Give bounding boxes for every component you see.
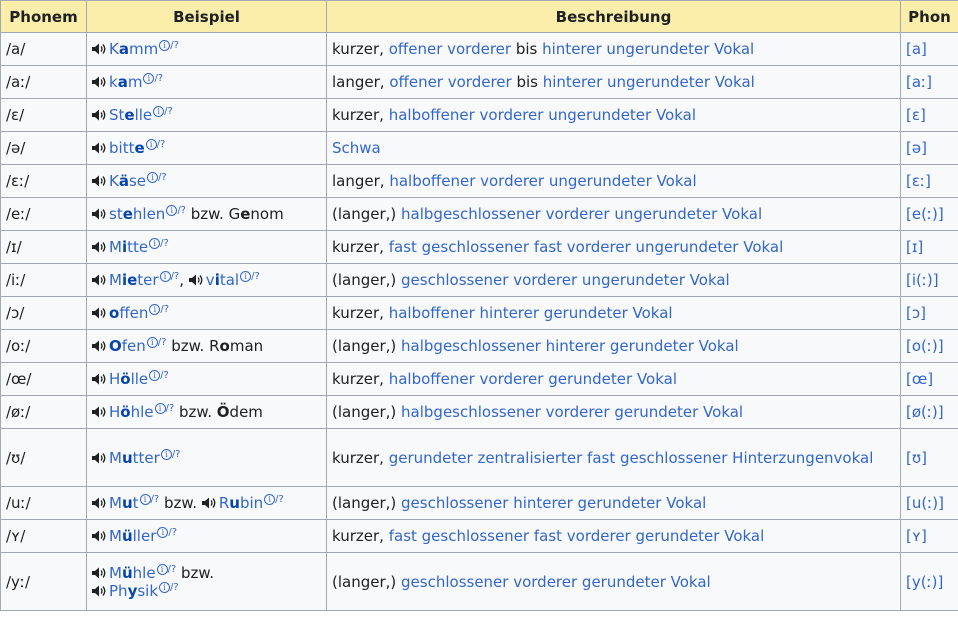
example-suffix: mm <box>128 40 159 58</box>
desc-link[interactable]: halboffener vorderer ungerundeter Vokal <box>388 106 697 124</box>
example-suffix: lle <box>134 106 153 124</box>
table-row <box>1 363 958 396</box>
desc-link[interactable]: Schwa <box>332 139 381 157</box>
speaker-icon[interactable] <box>92 109 107 121</box>
desc-link[interactable]: halboffener vorderer gerundeter Vokal <box>388 370 678 388</box>
phon-cell[interactable]: [ɛː] <box>901 165 958 198</box>
table-row <box>1 396 958 429</box>
example-link[interactable] <box>109 582 158 600</box>
example-vowel: u <box>229 494 240 512</box>
example-prefix: M <box>109 238 122 256</box>
speaker-icon[interactable] <box>92 340 107 352</box>
help-link[interactable]: /? <box>156 139 166 150</box>
plain-example <box>217 403 263 421</box>
phonem-cell: /œ/ <box>1 363 87 396</box>
beschreibung-cell <box>327 132 901 165</box>
example-link[interactable] <box>109 337 146 355</box>
speaker-icon[interactable] <box>92 307 107 319</box>
example-suffix: ter <box>137 271 159 289</box>
beschreibung-cell <box>327 330 901 363</box>
example-suffix: nom <box>250 205 284 223</box>
audio-marks <box>157 564 177 575</box>
example-vowel: i <box>214 271 220 289</box>
example-link[interactable] <box>109 403 154 421</box>
beschreibung-cell <box>327 487 901 520</box>
example-link[interactable] <box>109 304 148 322</box>
example-vowel: y <box>127 581 138 600</box>
example-suffix: se <box>128 172 147 190</box>
beispiel-cell <box>87 66 327 99</box>
desc-link[interactable]: halbgeschlossener hinterer gerundeter Vokal <box>401 337 739 355</box>
phonem-cell: /ʊ/ <box>1 429 87 487</box>
table-row <box>1 198 958 231</box>
example-link[interactable] <box>109 449 160 467</box>
desc-link[interactable]: halboffener hinterer gerundeter Vokal <box>388 304 673 322</box>
example-vowel: e <box>240 205 251 223</box>
desc-link[interactable]: fast geschlossener fast vorderer ungerundeter Vokal <box>388 238 784 256</box>
beschreibung-cell <box>327 99 901 132</box>
phon-cell[interactable]: [aː] <box>901 66 958 99</box>
phon-cell[interactable]: [ɪ] <box>901 231 958 264</box>
beispiel-cell <box>87 297 327 330</box>
speaker-icon[interactable] <box>92 497 107 509</box>
example-vowel: e <box>134 139 145 157</box>
example-prefix: G <box>228 205 241 223</box>
example-vowel: ü <box>121 563 133 582</box>
info-icon[interactable]: i <box>166 205 177 216</box>
beschreibung-cell <box>327 363 901 396</box>
info-icon[interactable]: i <box>143 73 154 84</box>
beispiel-cell <box>87 33 327 66</box>
table-body <box>1 33 958 611</box>
help-link[interactable]: /? <box>171 448 181 460</box>
speaker-icon[interactable] <box>92 43 107 55</box>
header-beispiel: Beispiel <box>87 1 327 33</box>
desc-text: (langer,) <box>332 572 402 591</box>
example-prefix: H <box>109 403 121 421</box>
beispiel-cell <box>87 363 327 396</box>
beispiel-cell <box>87 330 327 363</box>
phonem-cell: /ɛː/ <box>1 165 87 198</box>
example-prefix: k <box>109 73 118 91</box>
desc-text: kurzer, <box>332 238 389 256</box>
example-prefix: K <box>109 40 119 58</box>
audio-marks <box>149 370 169 381</box>
beispiel-cell <box>87 487 327 520</box>
desc-text: (langer,) <box>332 205 402 223</box>
desc-text: kurzer, <box>332 304 389 322</box>
desc-text: (langer,) <box>332 403 402 421</box>
info-icon[interactable]: i <box>149 304 160 315</box>
plain-example <box>229 205 284 223</box>
info-icon[interactable]: i <box>149 238 160 249</box>
info-icon[interactable]: i <box>155 403 166 414</box>
beschreibung-cell <box>327 396 901 429</box>
example-link[interactable] <box>109 73 142 91</box>
beispiel-cell <box>87 520 327 553</box>
audio-marks <box>147 337 167 348</box>
desc-link[interactable]: halboffener vorderer ungerundeter Vokal <box>389 172 697 190</box>
example-link[interactable] <box>109 172 146 190</box>
example-suffix: lle <box>130 370 149 388</box>
example-suffix: ffen <box>119 304 149 322</box>
speaker-icon[interactable] <box>92 567 107 579</box>
help-link[interactable]: /? <box>251 271 260 282</box>
desc-text: kurzer, <box>332 370 389 388</box>
speaker-icon[interactable] <box>92 208 107 220</box>
audio-marks <box>157 527 177 538</box>
desc-link[interactable]: offener vorderer <box>389 73 512 91</box>
connector-text: bzw. <box>186 205 229 223</box>
beispiel-cell <box>87 264 327 297</box>
table-row <box>1 553 958 611</box>
speaker-icon[interactable] <box>92 76 107 88</box>
beispiel-cell <box>87 198 327 231</box>
phonem-cell: /ɪ/ <box>1 231 87 264</box>
help-link[interactable]: /? <box>165 403 175 414</box>
audio-marks <box>143 73 163 84</box>
example-suffix: fen <box>121 337 146 355</box>
example-suffix: m <box>127 73 143 91</box>
help-link[interactable]: /? <box>170 581 179 593</box>
example-prefix: M <box>109 527 122 545</box>
audio-marks <box>264 494 284 505</box>
example-prefix: Ph <box>109 581 128 600</box>
beschreibung-cell <box>327 264 901 297</box>
example-prefix: v <box>205 271 215 289</box>
header-phonem: Phonem <box>1 1 87 33</box>
info-icon[interactable]: i <box>160 271 171 282</box>
phonem-cell: /ʏ/ <box>1 520 87 553</box>
table-row <box>1 99 958 132</box>
example-vowel: e <box>122 205 133 223</box>
help-link[interactable]: /? <box>154 73 164 84</box>
phonem-cell: /a/ <box>1 33 87 66</box>
example-vowel: ü <box>121 527 133 545</box>
connector-text: bzw. <box>176 563 215 582</box>
phonem-cell: /yː/ <box>1 553 87 611</box>
info-icon[interactable]: i <box>264 494 275 505</box>
example-suffix: tal <box>219 271 240 289</box>
example-suffix: hle <box>130 403 154 421</box>
desc-text: bis <box>511 73 543 91</box>
speaker-icon[interactable] <box>92 373 107 385</box>
table-row <box>1 66 958 99</box>
info-icon[interactable]: i <box>140 494 151 505</box>
example-prefix: M <box>109 563 122 582</box>
phonem-cell: /øː/ <box>1 396 87 429</box>
beispiel-cell <box>87 231 327 264</box>
example-prefix: M <box>109 494 122 512</box>
table-row <box>1 429 958 487</box>
info-icon[interactable]: i <box>153 106 164 117</box>
info-icon[interactable]: i <box>240 271 251 282</box>
audio-marks <box>161 449 181 460</box>
speaker-icon[interactable] <box>202 497 217 509</box>
plain-example <box>209 337 263 355</box>
example-suffix: ller <box>132 527 157 545</box>
header-row <box>1 1 958 33</box>
example-suffix: tter <box>132 448 160 467</box>
phon-cell[interactable]: [a] <box>901 33 958 66</box>
help-link[interactable]: /? <box>158 172 167 183</box>
desc-link[interactable]: geschlossener vorderer ungerundeter Vokal <box>401 271 730 289</box>
example-suffix: tte <box>127 238 149 256</box>
beispiel-cell <box>87 165 327 198</box>
example-prefix: St <box>109 106 125 124</box>
desc-text: kurzer, <box>332 448 389 467</box>
example-link[interactable] <box>109 564 156 582</box>
desc-link[interactable]: fast geschlossener fast vorderer gerundeter Vokal <box>388 527 765 545</box>
info-icon[interactable]: i <box>159 40 170 51</box>
help-link[interactable]: /? <box>157 337 167 348</box>
desc-text: (langer,) <box>332 337 402 355</box>
phon-cell[interactable]: [y(ː)] <box>901 553 958 611</box>
audio-marks <box>149 304 169 315</box>
speaker-icon[interactable] <box>92 406 107 418</box>
phon-cell[interactable]: [e(ː)] <box>901 198 958 231</box>
speaker-icon[interactable] <box>92 452 107 464</box>
desc-text: langer, <box>332 172 390 190</box>
phonem-cell: /eː/ <box>1 198 87 231</box>
table-row <box>1 264 958 297</box>
header-beschreibung: Beschreibung <box>327 1 901 33</box>
phonem-cell: /ə/ <box>1 132 87 165</box>
info-icon[interactable]: i <box>149 370 160 381</box>
help-link[interactable]: /? <box>160 370 169 381</box>
phon-cell[interactable]: [i(ː)] <box>901 264 958 297</box>
example-link[interactable] <box>219 494 263 512</box>
info-icon[interactable]: i <box>161 449 172 460</box>
desc-link[interactable]: geschlossener vorderer gerundeter Vokal <box>401 572 711 591</box>
audio-marks <box>149 238 169 249</box>
table-row <box>1 165 958 198</box>
phon-cell[interactable]: [ʏ] <box>901 520 958 553</box>
example-prefix: st <box>109 205 123 223</box>
help-link[interactable]: /? <box>150 494 160 505</box>
audio-marks <box>153 106 173 117</box>
beispiel-cell <box>87 553 327 611</box>
example-vowel: e <box>124 106 135 124</box>
speaker-icon[interactable] <box>92 585 107 597</box>
beschreibung-cell <box>327 33 901 66</box>
table-row <box>1 33 958 66</box>
example-vowel: ä <box>118 172 129 190</box>
example-vowel: O <box>109 337 122 355</box>
table-row <box>1 520 958 553</box>
speaker-icon[interactable] <box>189 274 204 286</box>
help-link[interactable]: /? <box>160 304 170 315</box>
desc-text: kurzer, <box>332 527 389 545</box>
example-prefix: R <box>209 337 220 355</box>
beschreibung-cell <box>327 165 901 198</box>
info-icon[interactable]: i <box>147 172 158 183</box>
speaker-icon[interactable] <box>92 274 107 286</box>
info-icon[interactable]: i <box>157 564 168 575</box>
example-suffix: sik <box>137 581 159 600</box>
audio-marks <box>159 582 179 593</box>
phonem-cell: /ɛ/ <box>1 99 87 132</box>
example-vowel: o <box>219 337 230 355</box>
example-vowel: i <box>121 238 128 256</box>
example-link[interactable] <box>109 205 165 223</box>
phon-cell[interactable]: [ø(ː)] <box>901 396 958 429</box>
connector-text: , <box>179 271 189 289</box>
example-link[interactable] <box>109 370 148 388</box>
speaker-icon[interactable] <box>92 175 107 187</box>
help-link[interactable]: /? <box>167 563 177 575</box>
table-row <box>1 132 958 165</box>
desc-text: langer, <box>332 73 390 91</box>
beschreibung-cell <box>327 520 901 553</box>
example-suffix: t <box>132 494 139 512</box>
example-suffix: hle <box>132 563 156 582</box>
help-link[interactable]: /? <box>160 238 169 249</box>
beschreibung-cell <box>327 297 901 330</box>
example-link[interactable] <box>109 106 152 124</box>
audio-marks <box>240 271 260 282</box>
phon-cell[interactable]: [ɛ] <box>901 99 958 132</box>
desc-text: kurzer, <box>332 106 389 124</box>
help-link[interactable]: /? <box>177 205 186 216</box>
desc-link[interactable]: geschlossener hinterer gerundeter Vokal <box>401 494 707 512</box>
phon-cell[interactable]: [œ] <box>901 363 958 396</box>
example-link[interactable] <box>109 40 158 58</box>
audio-marks <box>140 494 160 505</box>
example-link[interactable] <box>109 271 159 289</box>
desc-link[interactable]: hinterer ungerundeter Vokal <box>542 40 755 58</box>
connector-text: bzw. <box>159 494 202 512</box>
example-prefix: H <box>109 370 121 388</box>
help-link[interactable]: /? <box>170 271 180 282</box>
example-suffix: dem <box>229 403 263 421</box>
beispiel-cell <box>87 429 327 487</box>
table-row <box>1 330 958 363</box>
info-icon[interactable]: i <box>146 139 157 150</box>
desc-text: (langer,) <box>332 271 402 289</box>
example-vowel: ie <box>121 271 138 289</box>
beispiel-cell <box>87 99 327 132</box>
example-link[interactable] <box>109 527 156 545</box>
phonem-cell: /uː/ <box>1 487 87 520</box>
beschreibung-cell <box>327 66 901 99</box>
table-row <box>1 231 958 264</box>
phon-cell[interactable]: [ə] <box>901 132 958 165</box>
phonem-cell: /oː/ <box>1 330 87 363</box>
example-suffix: bin <box>239 494 264 512</box>
desc-link[interactable]: hinterer ungerundeter Vokal <box>542 73 755 91</box>
example-vowel: a <box>117 73 128 91</box>
audio-marks <box>166 205 186 216</box>
example-prefix: K <box>109 172 119 190</box>
help-link[interactable]: /? <box>164 106 173 117</box>
example-vowel: ö <box>120 403 131 421</box>
audio-marks <box>159 40 179 51</box>
beschreibung-cell <box>327 231 901 264</box>
audio-marks <box>146 139 166 150</box>
help-link[interactable]: /? <box>275 494 284 505</box>
example-vowel: ö <box>120 370 131 388</box>
example-link[interactable] <box>109 494 139 512</box>
phon-cell[interactable]: [ʊ] <box>901 429 958 487</box>
info-icon[interactable]: i <box>157 527 168 538</box>
connector-text: bzw. <box>166 337 210 355</box>
desc-link[interactable]: halbgeschlossener vorderer ungerundeter Vokal <box>401 205 763 223</box>
example-suffix: hlen <box>132 205 166 223</box>
desc-link[interactable]: halbgeschlossener vorderer gerundeter Vokal <box>401 403 744 421</box>
example-vowel: u <box>121 494 133 512</box>
speaker-icon[interactable] <box>92 530 107 542</box>
example-link[interactable] <box>109 238 148 256</box>
info-icon[interactable]: i <box>159 582 170 593</box>
desc-text: (langer,) <box>332 494 402 512</box>
phon-cell[interactable]: [ɔ] <box>901 297 958 330</box>
audio-marks <box>147 172 167 183</box>
phonem-cell: /aː/ <box>1 66 87 99</box>
phonem-cell: /ɔ/ <box>1 297 87 330</box>
beschreibung-cell <box>327 429 901 487</box>
example-prefix: R <box>218 494 230 512</box>
example-suffix: man <box>229 337 264 355</box>
phon-cell[interactable]: [o(ː)] <box>901 330 958 363</box>
desc-text: kurzer, <box>332 40 389 58</box>
connector-text: bzw. <box>174 403 217 421</box>
beispiel-cell <box>87 132 327 165</box>
example-vowel: o <box>109 304 120 322</box>
example-prefix: bitt <box>109 139 135 157</box>
audio-marks <box>155 403 175 414</box>
desc-text: bis <box>511 40 543 58</box>
desc-link[interactable]: gerundeter zentralisierter fast geschlossener Hinterzungenvokal <box>388 448 874 467</box>
example-vowel: a <box>118 40 129 58</box>
help-link[interactable]: /? <box>170 40 179 51</box>
header-phon: Phon <box>901 1 958 33</box>
phonem-cell: /iː/ <box>1 264 87 297</box>
beschreibung-cell <box>327 553 901 611</box>
example-prefix: M <box>109 448 122 467</box>
table-row <box>1 487 958 520</box>
example-vowel: u <box>121 448 133 467</box>
example-prefix: M <box>109 271 122 289</box>
example-link[interactable] <box>206 271 239 289</box>
desc-link[interactable]: offener vorderer <box>388 40 512 58</box>
phon-cell[interactable]: [u(ː)] <box>901 487 958 520</box>
example-vowel: Ö <box>216 403 230 421</box>
speaker-icon[interactable] <box>92 142 107 154</box>
audio-marks <box>160 271 180 282</box>
beschreibung-cell <box>327 198 901 231</box>
info-icon[interactable]: i <box>147 337 158 348</box>
example-link[interactable] <box>109 139 145 157</box>
help-link[interactable]: /? <box>168 527 178 538</box>
speaker-icon[interactable] <box>92 241 107 253</box>
table-row <box>1 297 958 330</box>
beispiel-cell <box>87 396 327 429</box>
